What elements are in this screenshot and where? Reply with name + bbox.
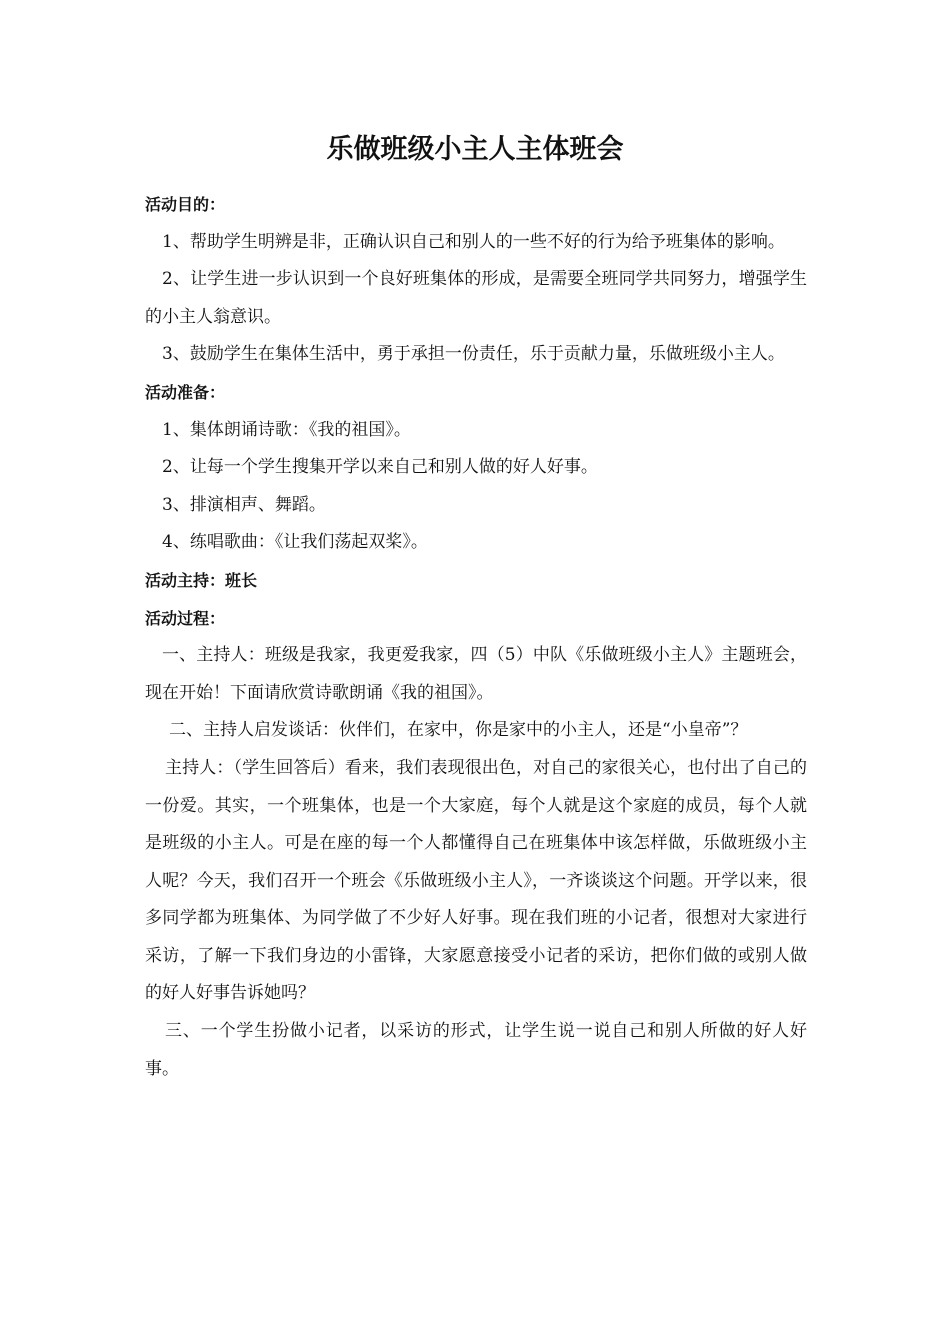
prep-item-2: 2、让每一个学生搜集开学以来自己和别人做的好人好事。 <box>162 457 598 478</box>
document-title: 乐做班级小主人主体班会 <box>326 134 624 165</box>
purpose-item-2: 2、让学生进一步认识到一个良好班集体的形成，是需要全班同学共同努力，增强学生的小主人翁意识。 <box>145 269 807 327</box>
prep-heading: 活动准备： <box>145 382 226 402</box>
prep-item-3: 3、排演相声、舞蹈。 <box>162 494 326 515</box>
process-paragraph-4: 三、一个学生扮做小记者，以采访的形式，让学生说一说自己和别人所做的好人好事。 <box>145 1021 807 1079</box>
prep-item-4: 4、练唱歌曲：《让我们荡起双桨》。 <box>162 532 428 553</box>
process-paragraph-3: 主持人：（学生回答后）看来，我们表现很出色，对自己的家很关心，也付出了自己的一份爱。其实，一个班集体，也是一个大家庭，每个人就是这个家庭的成员，每个人就是班级的小主人。可是在座的每一个人都懂得自己在班集体中该怎样做，乐做班级小主人呢？今天，我们召开一个班会《乐做班级小主人》，一齐谈谈这个问题。开学以来，很多同学都为班集体、为同学做了不少好人好事。现在我们班的小记者，很想对大家进行采访，了解一下我们身边的小雷锋，大家愿意接受小记者的采访，把你们做的或别人做的好人好事告诉她吗？ <box>145 757 807 1004</box>
process-heading: 活动过程： <box>145 608 226 628</box>
purpose-item-1: 1、帮助学生明辨是非，正确认识自己和别人的一些不好的行为给予班集体的影响。 <box>162 231 785 252</box>
process-paragraph-2: 二、主持人启发谈话：伙伴们，在家中，你是家中的小主人，还是“小皇帝”？ <box>169 720 748 741</box>
purpose-item-3: 3、鼓励学生在集体生活中，勇于承担一份责任，乐于贡献力量，乐做班级小主人。 <box>162 344 785 365</box>
host-heading: 活动主持：班长 <box>145 570 258 590</box>
process-paragraph-1: 一、主持人：班级是我家，我更爱我家，四（5）中队《乐做班级小主人》主题班会，现在开始！下面请欣赏诗歌朗诵《我的祖国》。 <box>145 645 807 703</box>
document-body <box>145 186 807 1088</box>
purpose-heading: 活动目的： <box>145 195 226 214</box>
prep-item-1: 1、集体朗诵诗歌：《我的祖国》。 <box>162 419 411 440</box>
